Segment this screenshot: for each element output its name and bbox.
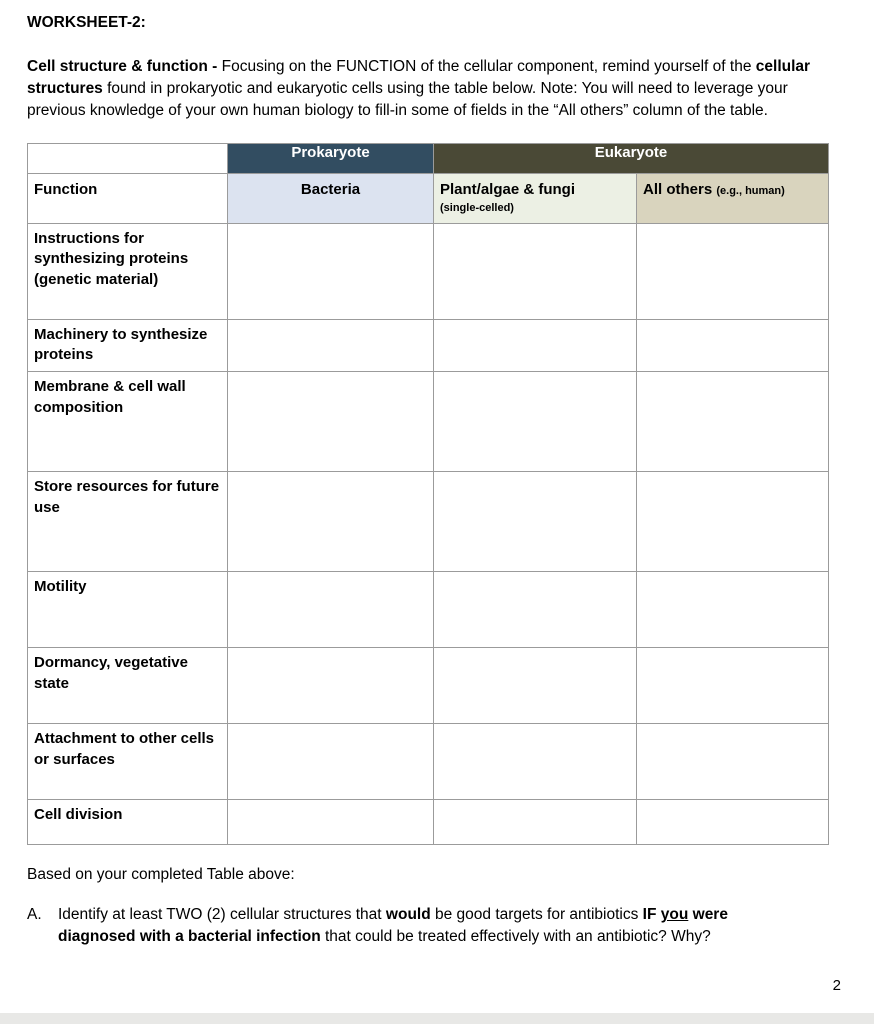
answer-cell (228, 223, 434, 319)
answer-cell (434, 319, 637, 371)
answer-cell (637, 647, 829, 723)
row-label-membrane: Membrane & cell wall composition (28, 371, 228, 471)
question-a-letter: A. (27, 905, 42, 923)
answer-cell (434, 571, 637, 647)
qa-seg-7: that could be treated effectively with an antibiotic? Why? (320, 927, 711, 945)
corner-cell (28, 144, 228, 174)
answer-cell (434, 471, 637, 571)
answer-cell (637, 471, 829, 571)
qa-seg-4: IF (642, 905, 661, 923)
row-label-machinery: Machinery to synthesize proteins (28, 319, 228, 371)
all-others-column-header (637, 174, 829, 224)
question-a (27, 904, 797, 948)
answer-cell (434, 723, 637, 799)
table-row (28, 571, 829, 647)
qa-seg-5: you (660, 905, 689, 923)
page-edge-strip (0, 1013, 874, 1024)
all-others-header-note: (e.g., human) (716, 185, 785, 197)
table-row (28, 371, 829, 471)
qa-seg-1: Identify at least TWO (2) cellular structures that (58, 905, 386, 923)
based-on-text: Based on your completed Table above: (27, 865, 295, 883)
answer-cell (434, 371, 637, 471)
intro-body-2: found in prokaryotic and eukaryotic cells using the table below. Note: You will need to leverage your previous knowledge of your own human biology to fill-in some of fields in the “All others” column of the table. (27, 80, 788, 119)
all-others-header-main: All others (643, 181, 713, 198)
row-label-genetic-material: Instructions for synthesizing proteins (genetic material) (28, 223, 228, 319)
plant-header-note: (single-celled) (440, 202, 514, 215)
table-row (28, 723, 829, 799)
answer-cell (228, 723, 434, 799)
function-column-header: Function (28, 174, 228, 224)
answer-cell (228, 471, 434, 571)
intro-paragraph (27, 56, 827, 122)
qa-seg-3: be good targets for antibiotics (430, 905, 643, 923)
table-row (28, 471, 829, 571)
table-row (28, 319, 829, 371)
bacteria-column-header: Bacteria (228, 174, 434, 224)
answer-cell (637, 223, 829, 319)
answer-cell (637, 571, 829, 647)
answer-cell (228, 319, 434, 371)
plant-algae-fungi-column-header (434, 174, 637, 224)
row-label-attachment: Attachment to other cells or surfaces (28, 723, 228, 799)
answer-cell (637, 319, 829, 371)
answer-cell (637, 723, 829, 799)
eukaryote-group-header: Eukaryote (434, 144, 829, 174)
answer-cell (434, 799, 637, 844)
intro-lead-bold: Cell structure & function - (27, 58, 222, 75)
table-row (28, 799, 829, 844)
prokaryote-group-header: Prokaryote (228, 144, 434, 174)
intro-body-1: Focusing on the FUNCTION of the cellular component, remind yourself of the (221, 58, 756, 75)
answer-cell (228, 799, 434, 844)
qa-seg-2: would (385, 905, 431, 923)
column-header-row (28, 174, 829, 224)
worksheet-title: WORKSHEET-2: (27, 14, 146, 31)
table-row (28, 223, 829, 319)
answer-cell (434, 647, 637, 723)
plant-header-main: Plant/algae & fungi (440, 181, 576, 198)
question-a-text (58, 904, 797, 948)
page-number: 2 (832, 977, 841, 994)
cell-structure-table (27, 143, 829, 845)
answer-cell (228, 371, 434, 471)
answer-cell (228, 571, 434, 647)
qa-seg-6: were diagnosed with a bacterial infection (58, 905, 728, 945)
row-label-dormancy: Dormancy, vegetative state (28, 647, 228, 723)
table-row (28, 647, 829, 723)
row-label-motility: Motility (28, 571, 228, 647)
row-label-cell-division: Cell division (28, 799, 228, 844)
answer-cell (637, 799, 829, 844)
answer-cell (637, 371, 829, 471)
group-header-row (28, 144, 829, 174)
answer-cell (434, 223, 637, 319)
row-label-store-resources: Store resources for future use (28, 471, 228, 571)
intro-mid-bold: cellular structures (27, 58, 811, 97)
answer-cell (228, 647, 434, 723)
